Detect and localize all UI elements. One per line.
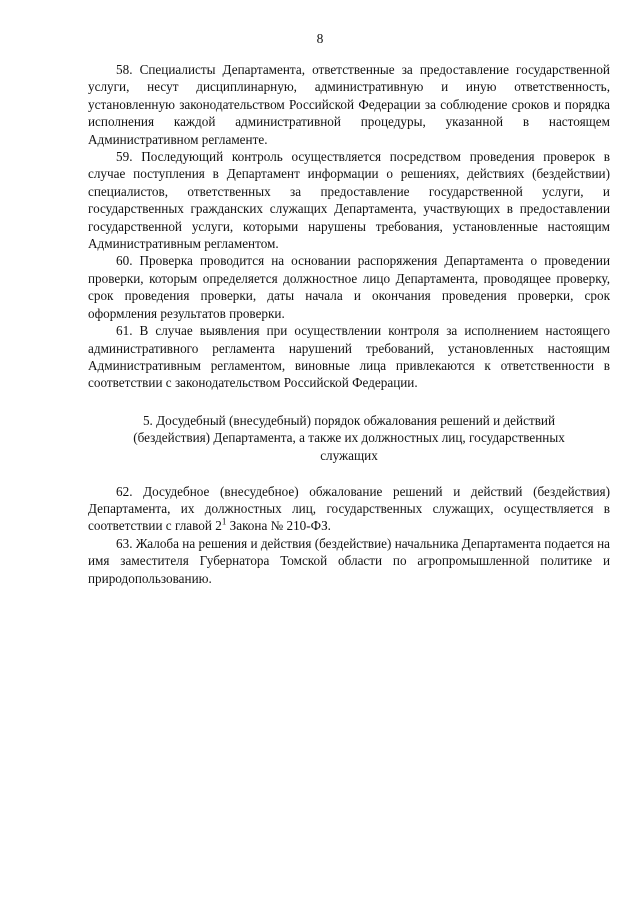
paragraph-58: 58. Специалисты Департамента, ответственные за предоставление государственной услуги, несут дисциплинарную, административную и иную ответственность, установленную законодательством Российской Федерации за соблюдение сроков и порядка исполнения каждой административной процедуры, указанной в настоящем Административном регламенте. [88,62,610,147]
paragraph-61: 61. В случае выявления при осуществлении контроля за исполнением настоящего административного регламента нарушений требований, установленных настоящим Административным регламентом, виновные лица привлекаются к ответственности в соответствии с законодательством Российской Федерации. [88,323,610,391]
document-body [88,61,610,587]
paragraph-59: 59. Последующий контроль осуществляется посредством проведения проверок в случае поступления в Департамент информации о решениях, действиях (бездействии) специалистов, ответственных за предоставление государственной услуги, и государственных гражданских служащих Департамента, участвующих в предоставлении государственной услуги, которыми нарушены требования, установленные настоящим Административным регламентом. [88,149,610,252]
paragraph-62-text-end: Закона № 210-ФЗ. [226,518,331,534]
paragraph-63: 63. Жалоба на решения и действия (бездействие) начальника Департамента подается на имя заместителя Губернатора Томской области по агропромышленной политике и природопользованию. [88,535,610,586]
paragraph-60: 60. Проверка проводится на основании распоряжения Департамента о проведении проверки, которым определяется должностное лицо Департамента, проводящее проверку, срок проведения проверки, даты начала и окончания проведения проверки, срок оформления результатов проверки. [88,253,610,321]
paragraph-62-superscript: 1 [221,516,227,527]
section-heading: 5. Досудебный (внесудебный) порядок обжалования решений и действий (бездействия) Департамента, а также их должностных лиц, государственных служащих [133,412,565,463]
page-number: 8 [316,31,324,46]
paragraph-62 [88,483,610,535]
paragraph-62-text: 62. Досудебное (внесудебное) обжалование решений и действий (бездействия) Департамента, их должностных лиц, государственных служащих, осуществляется в соответствии с главой 2 [88,483,610,534]
